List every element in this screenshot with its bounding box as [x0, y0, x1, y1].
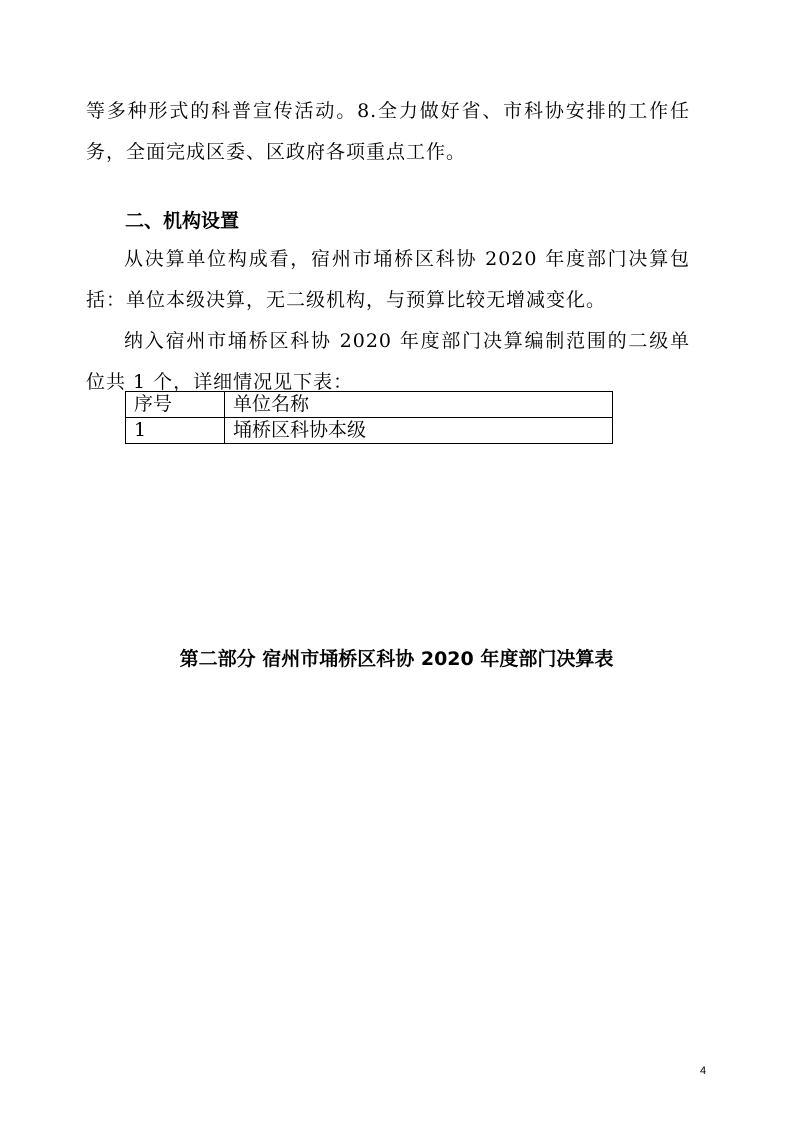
table-header-row — [126, 392, 613, 418]
table-row — [126, 418, 613, 444]
cell-unit-name: 埇桥区科协本级 — [225, 418, 613, 444]
unit-table — [125, 391, 613, 444]
paragraph-composition: 从决算单位构成看，宿州市埇桥区科协 2020 年度部门决算包括：单位本级决算，无二级机构，与预算比较无增减变化。 — [86, 248, 690, 311]
cell-serial-number: 1 — [126, 418, 225, 444]
paragraph-scope: 纳入宿州市埇桥区科协 2020 年度部门决算编制范围的二级单位共 1 个，详细情况见下表： — [86, 330, 690, 393]
part-title: 第二部分 宿州市埇桥区科协 2020 年度部门决算表 — [179, 648, 614, 670]
header-serial-number: 序号 — [126, 392, 225, 418]
page-number: 4 — [700, 1065, 707, 1077]
section-heading: 二、机构设置 — [125, 210, 240, 232]
paragraph-continued: 等多种形式的科普宣传活动。8.全力做好省、市科协安排的工作任务，全面完成区委、区政府各项重点工作。 — [86, 100, 690, 163]
header-unit-name: 单位名称 — [225, 392, 613, 418]
